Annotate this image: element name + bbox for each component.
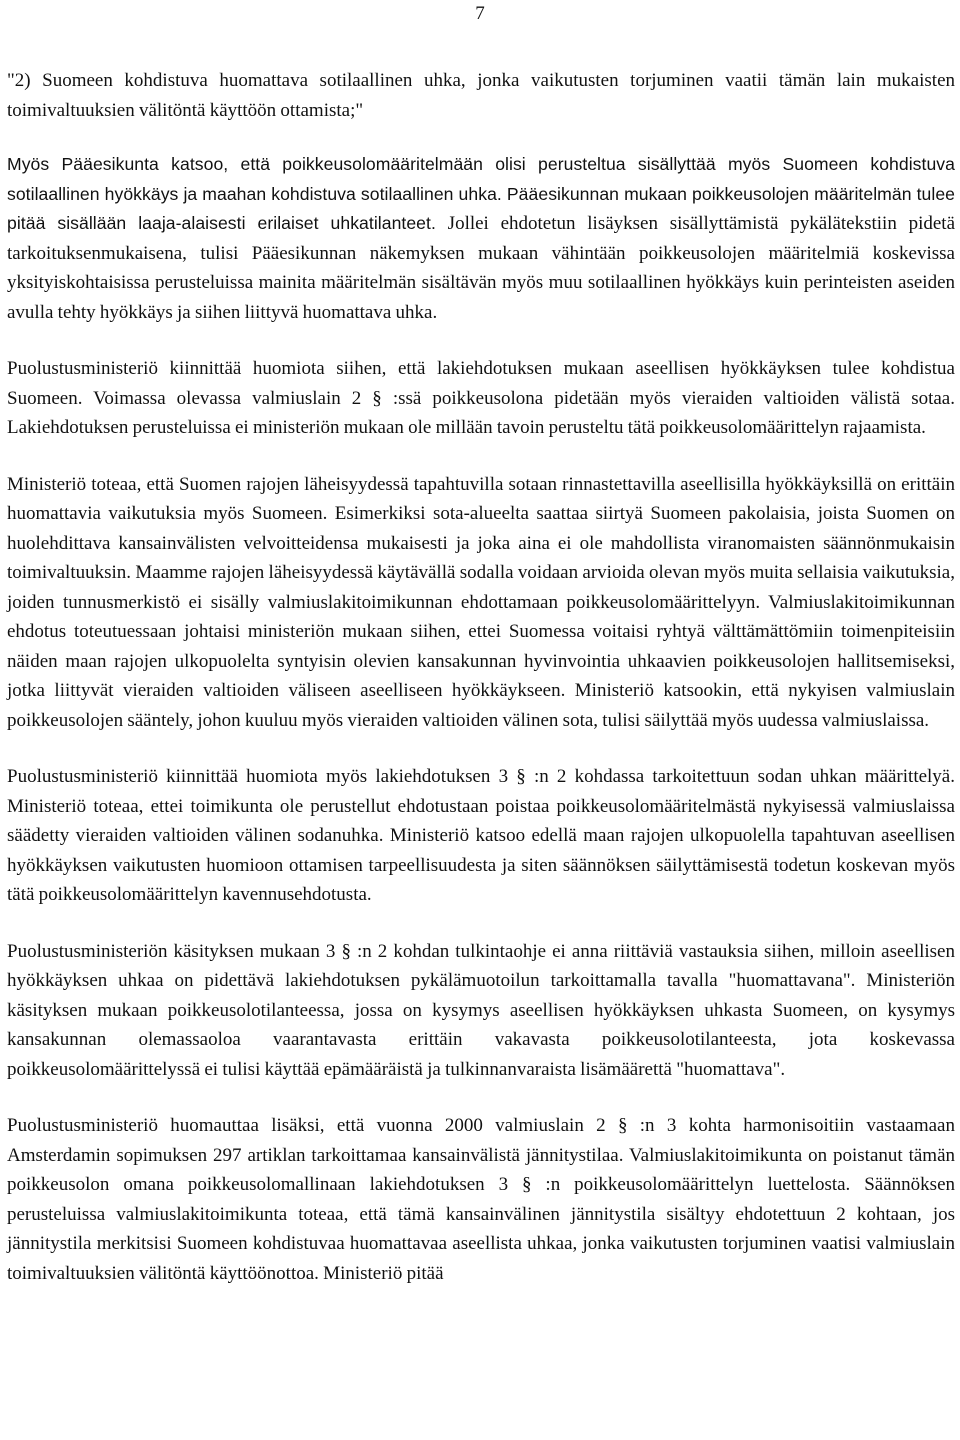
paragraph-paaesikunta-part-a: Myös Pääesikunta katsoo, että poikkeusolomääritelmään olisi perusteltua sisällyttää myös Suomeen kohdistuva sotilaallinen hyökkäys ja maahan kohdistuva sotilaallinen uhka. Pääesikunnan mukaan poikkeusolojen määritelmän tulee pitää sisällään laaja-alaisesti erilaiset uhkatilanteet. — [7, 154, 955, 233]
page-number: 7 — [475, 3, 485, 24]
paragraph-puolustusministerio-4: Puolustusministeriö huomauttaa lisäksi, että vuonna 2000 valmiuslain 2 § :n 3 kohta harmonisoitiin vastaamaan Amsterdamin sopimuksen 297 artiklan tarkoittamaa kansainvälistä jännitystilaa. Valmiuslakitoimikunta on poistanut tämän poikkeusolon omana poikkeusolomallinaan lakiehdotuksen 3 § :n poikkeusolomäärittelyn luettelosta. Säännöksen perusteluissa valmiuslakitoimikunta toteaa, että tämä kansainvälinen jännitystila sisältyy ehdotettuun 2 kohtaan, jos jännitystila merkitsisi Suomeen kohdistuvaa huomattavaa aseellista uhkaa, jonka vaikutusten torjuminen vaatisi valmiuslain toimivaltuuksien välitöntä käyttöönottoa. Ministeriö pitää — [7, 1115, 955, 1284]
paragraph-paaesikunta — [7, 150, 955, 327]
paragraph-ministerio-toteaa: Ministeriö toteaa, että Suomen rajojen läheisyydessä tapahtuvilla sotaan rinnastettavilla aseellisilla hyökkäyksillä on erittäin huomattavia vaikutuksia myös Suomeen. Esimerkiksi sota-alueelta saattaa siirtyä Suomeen pakolaisia, joista Suomen on huolehdittava kansainvälisten velvoitteidensa mukaisesti ja joka aina ei ole mahdollista viranomaisten säännönmukaisin toimivaltuuksin. Maamme rajojen läheisyydessä käytävällä sodalla voidaan arvioida olevan myös muita sellaisia vaikutuksia, joiden tunnusmerkistö ei sisälly valmiuslakitoimikunnan ehdottamaan poikkeusolomäärittelyyn. Valmiuslakitoimikunnan ehdotus toteutuessaan johtaisi ministeriön mukaan siihen, ettei Suomessa voitaisi ryhtyä välttämättömiin toimenpiteisiin näiden maan rajojen ulkopuolelta syntyisin olevien kansakunnan hyvinvointia uhkaavien poikkeusolojen hallitsemiseksi, jotka liittyvät vieraiden valtioiden väliseen aseelliseen hyökkäykseen. Ministeriö katsookin, että nykyisen valmiuslain poikkeusolojen sääntely, johon kuuluu myös vieraiden valtioiden välinen sota, tulisi säilyttää myös uudessa valmiuslaissa. — [7, 473, 955, 731]
paragraph-puolustusministerio-3: Puolustusministeriön käsityksen mukaan 3 § :n 2 kohdan tulkintaohje ei anna riittäviä vastauksia siihen, milloin aseellisen hyökkäyksen uhkaa on pidettävä lakiehdotuksen pykälämuotoilun tarkoittamalla tavalla "huomattavana". Ministeriön käsityksen mukaan poikkeusolotilanteessa, jossa on kysymys aseellisen hyökkäyksen uhkasta Suomeen, on kysymys kansakunnan olemassaoloa vaarantavasta erittäin vakavasta poikkeusolotilanteesta, jota koskevassa poikkeusolomäärittelyssä ei tulisi käyttää epämääräistä ja tulkinnanvaraista lisämäärettä "huomattava". — [7, 940, 955, 1080]
paragraph-puolustusministerio-1: Puolustusministeriö kiinnittää huomiota siihen, että lakiehdotuksen mukaan aseellisen hyökkäyksen tulee kohdistua Suomeen. Voimassa olevassa valmiuslain 2 § :ssä poikkeusolona pidetään myös vieraiden valtioiden välistä sotaa. Lakiehdotuksen perusteluissa ei ministeriön mukaan ole millään tavoin perusteltu tätä poikkeusolomäärittelyn rajaamista. — [7, 358, 955, 438]
paragraph-puolustusministerio-2: Puolustusministeriö kiinnittää huomiota myös lakiehdotuksen 3 § :n 2 kohdassa tarkoitettuun sodan uhkan määrittelyä. Ministeriö toteaa, ettei toimikunta ole perustellut ehdotustaan poistaa poikkeusolomääritelmästä nykyisessä valmiuslaissa säädetty vieraiden valtioiden välinen sodanuhka. Ministeriö katsoo edellä maan rajojen ulkopuolella tapahtuvan aseellisen hyökkäyksen vaikutusten huomioon ottamisen tarpeellisuudesta ja siten säännöksen säilyttämisestä todetun koskevan myös tätä poikkeusolomäärittelyn kavennusehdotusta. — [7, 766, 955, 905]
document-body — [7, 66, 955, 1288]
quoted-provision: "2) Suomeen kohdistuva huomattava sotilaallinen uhka, jonka vaikutusten torjuminen vaatii tämän lain mukaisten toimivaltuuksien välitöntä käyttöön ottamista;" — [7, 70, 955, 121]
paragraph-paaesikunta-part-b: Jollei ehdotetun lisäyksen sisällyttämistä pykälätekstiin pidetä tarkoituksenmukaisena, tulisi Pääesikunnan näkemyksen mukaan vähintään poikkeusolojen määritelmiä koskevissa yksityiskohtaisissa perusteluissa mainita määritelmän sisältävän myös muu sotilaallinen hyökkäys kuin perinteisten aseiden avulla tehty hyökkäys ja siihen liittyvä huomattava uhka. — [7, 213, 956, 323]
